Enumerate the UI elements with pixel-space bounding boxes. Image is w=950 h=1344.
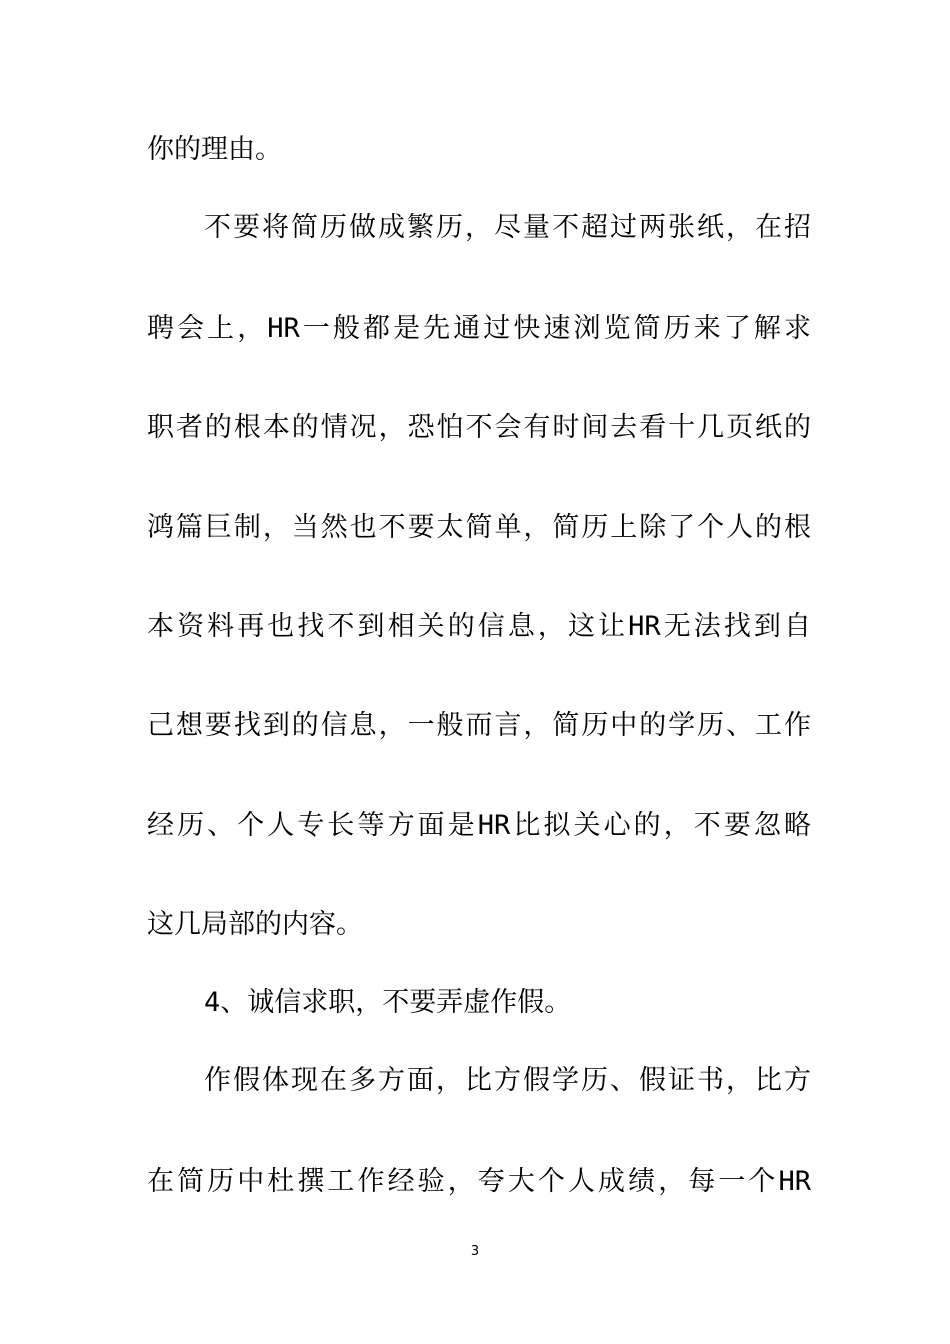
text-line-5: 鸿篇巨制，当然也不要太简单，简历上除了个人的根 [147, 512, 811, 543]
page-number: 3 [470, 1244, 480, 1259]
text-line-11: 作假体现在多方面，比方假学历、假证书，比方 [204, 1065, 811, 1096]
text-line-3: 聘会上，HR一般都是先通过快速浏览简历来了解求 [147, 313, 811, 344]
text-line-4: 职者的根本的情况，恐怕不会有时间去看十几页纸的 [147, 412, 811, 443]
section-heading: 4、诚信求职，不要弄虚作假。 [204, 987, 572, 1018]
text-line-1: 你的理由。 [147, 134, 282, 165]
text-line-7: 己想要找到的信息，一般而言，简历中的学历、工作 [147, 710, 811, 741]
text-line-9: 这几局部的内容。 [147, 909, 363, 940]
text-line-12: 在简历中杜撰工作经验，夸大个人成绩，每一个HR [147, 1166, 811, 1197]
text-line-2: 不要将简历做成繁历，尽量不超过两张纸，在招 [204, 212, 811, 243]
text-line-6: 本资料再也找不到相关的信息，这让HR无法找到自 [147, 611, 811, 642]
text-line-8: 经历、个人专长等方面是HR比拟关心的，不要忽略 [147, 810, 811, 841]
